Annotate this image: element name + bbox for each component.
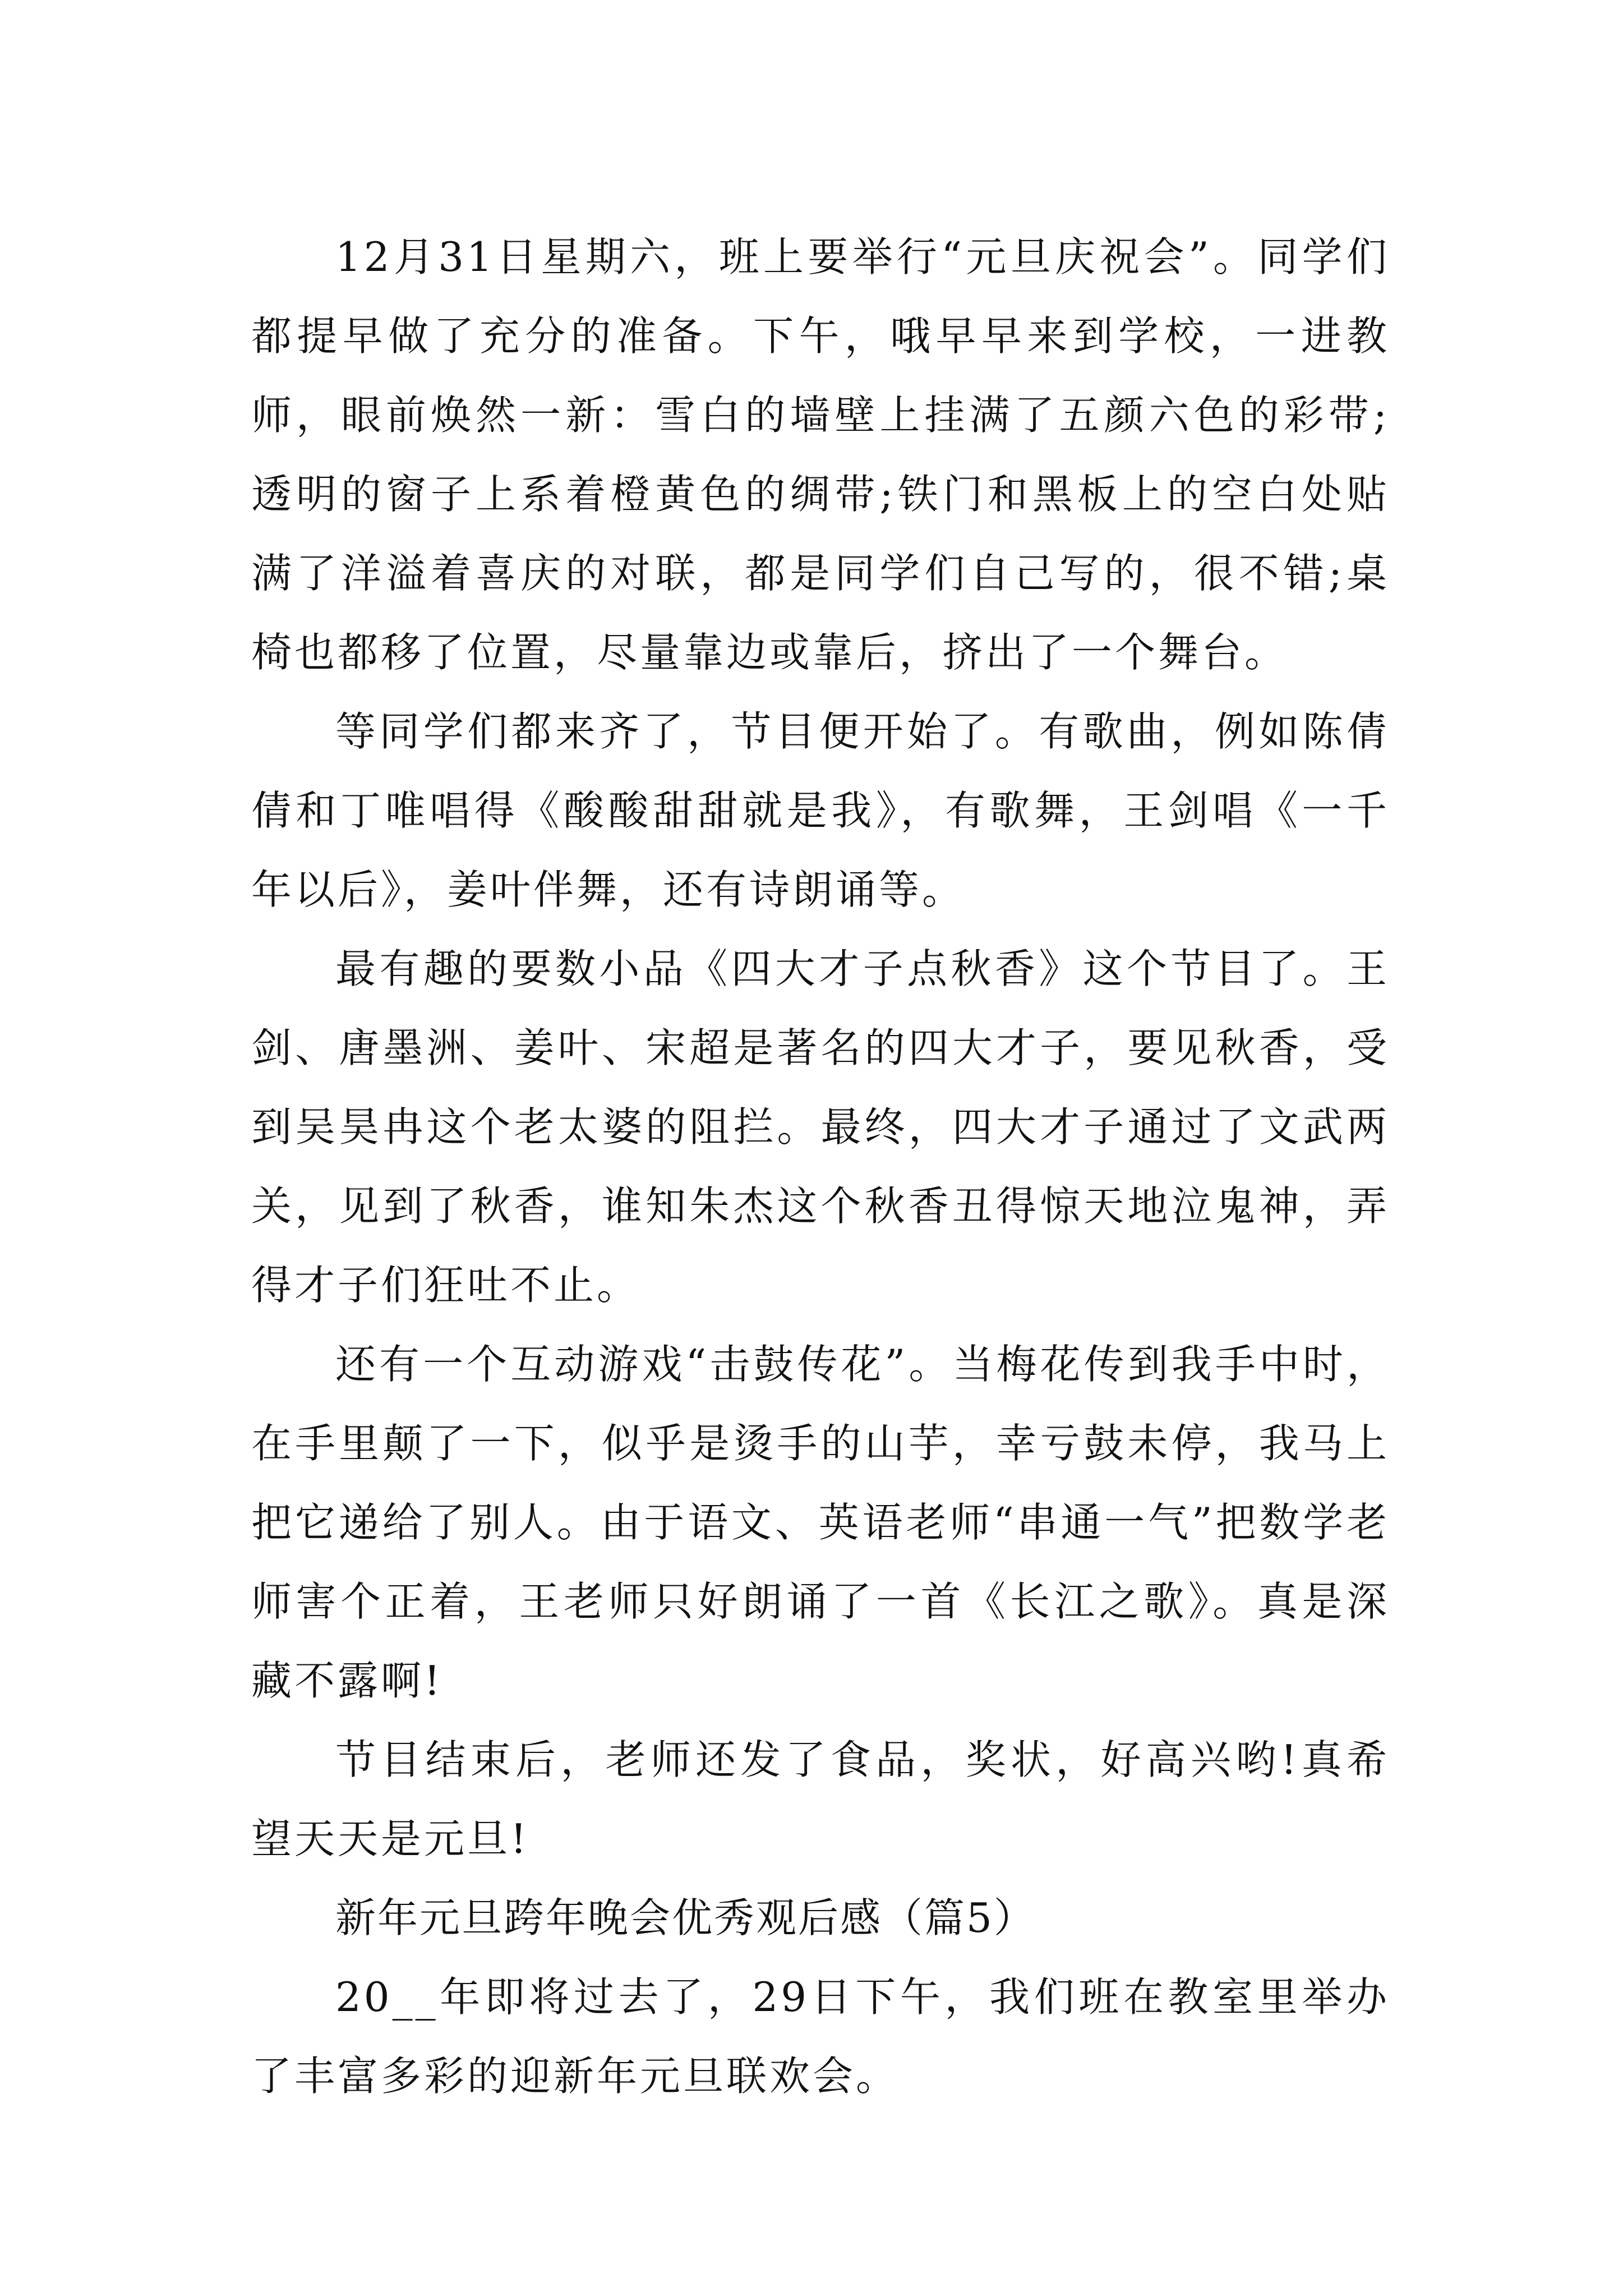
section-heading: 新年元旦跨年晚会优秀观后感（篇5） [335, 1894, 1036, 1941]
paragraph-new-section: 20__年即将过去了，29日下午，我们班在教室里举办了丰富多彩的迎新年元旦联欢会。 [251, 1973, 1390, 2100]
paragraph-ending: 节目结束后，老师还发了食品，奖状，好高兴哟!真希望天天是元旦! [251, 1736, 1390, 1862]
paragraph-program-start: 等同学们都来齐了，节目便开始了。有歌曲，例如陈倩倩和丁唯唱得《酸酸甜甜就是我》，有歌舞，王剑唱《一千年以后》，姜叶伴舞，还有诗朗诵等。 [251, 708, 1390, 913]
paragraph-celebration-prep: 12月31日星期六，班上要举行“元旦庆祝会”。同学们都提早做了充分的准备。下午，哦早早来到学校，一进教师，眼前焕然一新：雪白的墙壁上挂满了五颜六色的彩带;透明的窗子上系着橙黄色的绸带;铁门和黑板上的空白处贴满了洋溢着喜庆的对联，都是同学们自己写的，很不错;桌椅也都移了位置，尽量靠边或靠后，挤出了一个舞台。 [251, 233, 1390, 676]
paragraph-sketch: 最有趣的要数小品《四大才子点秋香》这个节目了。王剑、唐墨洲、姜叶、宋超是著名的四大才子，要见秋香，受到吴昊冉这个老太婆的阻拦。最终，四大才子通过了文武两关，见到了秋香，谁知朱杰这个秋香丑得惊天地泣鬼神，弄得才子们狂吐不止。 [251, 945, 1390, 1309]
paragraph-game: 还有一个互动游戏“击鼓传花”。当梅花传到我手中时，在手里颠了一下，似乎是烫手的山芋，幸亏鼓未停，我马上把它递给了别人。由于语文、英语老师“串通一气”把数学老师害个正着，王老师只好朗诵了一首《长江之歌》。真是深藏不露啊! [251, 1341, 1390, 1704]
document-body [251, 218, 1390, 2116]
